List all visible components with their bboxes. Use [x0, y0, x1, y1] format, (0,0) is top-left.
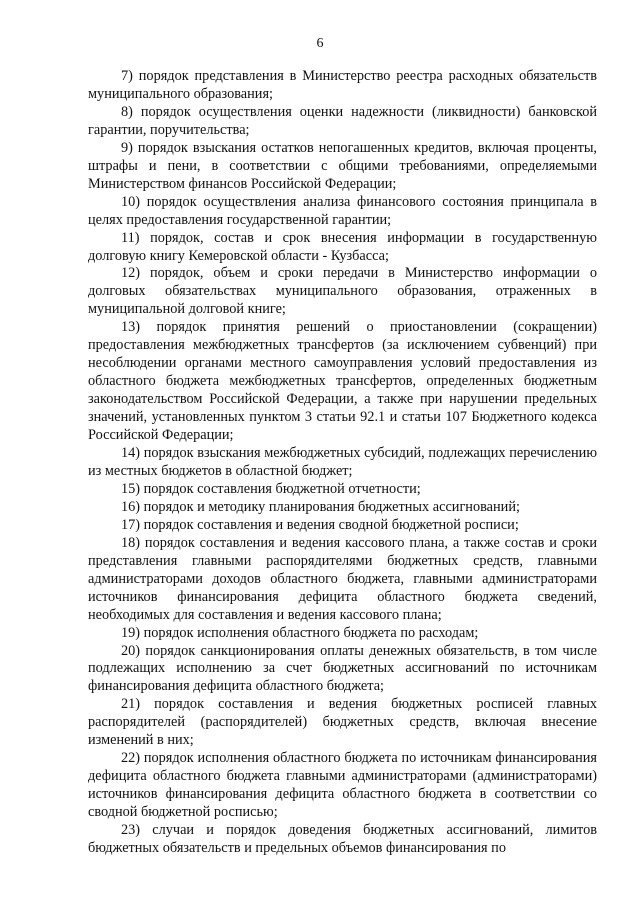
- page-number: 6: [316, 36, 324, 51]
- list-item-20: 20) порядок санкционирования оплаты денежных обязательств, в том числе подлежащих исполнению за счет бюджетных ассигнований по источникам финансирования дефицита областного бюджета;: [88, 642, 597, 695]
- list-item-13: 13) порядок принятия решений о приостановлении (сокращении) предоставления межбюджетных трансфертов (за исключением субвенций) при несоблюдении органами местного самоуправления условий предоставления из областного бюджета межбюджетных трансфертов, определенных бюджетным законодательством Российской Федерации, а также при нарушении предельных значений, установленных пунктом 3 статьи 92.1 и статьи 107 Бюджетного кодекса Российской Федерации;: [88, 319, 597, 444]
- list-item-18: 18) порядок составления и ведения кассового плана, а также состав и сроки представления главными распорядителями бюджетных средств, главными администраторами доходов областного бюджета, главными администраторами источников финансирования дефицита областного бюджета сведений, необходимых для составления и ведения кассового плана;: [88, 534, 597, 623]
- list-item-8: 8) порядок осуществления оценки надежности (ликвидности) банковской гарантии, поручительства;: [88, 103, 597, 138]
- list-item-12: 12) порядок, объем и сроки передачи в Министерство информации о долговых обязательствах муниципального образования, отраженных в муниципальной долговой книге;: [88, 265, 597, 318]
- list-item-23: 23) случаи и порядок доведения бюджетных ассигнований, лимитов бюджетных обязательств и предельных объемов финансирования по: [88, 822, 597, 856]
- list-item-7: 7) порядок представления в Министерство реестра расходных обязательств муниципального образования;: [88, 68, 597, 102]
- list-item-16: 16) порядок и методику планирования бюджетных ассигнований;: [121, 498, 520, 515]
- list-item-15: 15) порядок составления бюджетной отчетности;: [121, 480, 421, 497]
- list-item-14: 14) порядок взыскания межбюджетных субсидий, подлежащих перечислению из местных бюджетов в областной бюджет;: [88, 445, 597, 479]
- list-item-17: 17) порядок составления и ведения сводной бюджетной росписи;: [121, 516, 519, 533]
- list-item-22: 22) порядок исполнения областного бюджета по источникам финансирования дефицита областного бюджета главными администраторами (администраторами) источников финансирования дефицита областного бюджета в соответствии со сводной бюджетной росписью;: [88, 750, 597, 821]
- list-item-11: 11) порядок, состав и срок внесения информации в государственную долговую книгу Кемеровской области - Кузбасса;: [88, 229, 597, 264]
- list-item-21: 21) порядок составления и ведения бюджетных росписей главных распорядителей (распорядителей) бюджетных средств, включая внесение изменений в них;: [88, 696, 597, 749]
- list-item-19: 19) порядок исполнения областного бюджета по расходам;: [121, 624, 479, 641]
- document-body: [88, 68, 597, 858]
- list-item-9: 9) порядок взыскания остатков непогашенных кредитов, включая проценты, штрафы и пени, в соответствии с общими требованиями, определяемыми Министерством финансов Российской Федерации;: [88, 139, 597, 192]
- list-item-10: 10) порядок осуществления анализа финансового состояния принципала в целях предоставления государственной гарантии;: [88, 193, 597, 228]
